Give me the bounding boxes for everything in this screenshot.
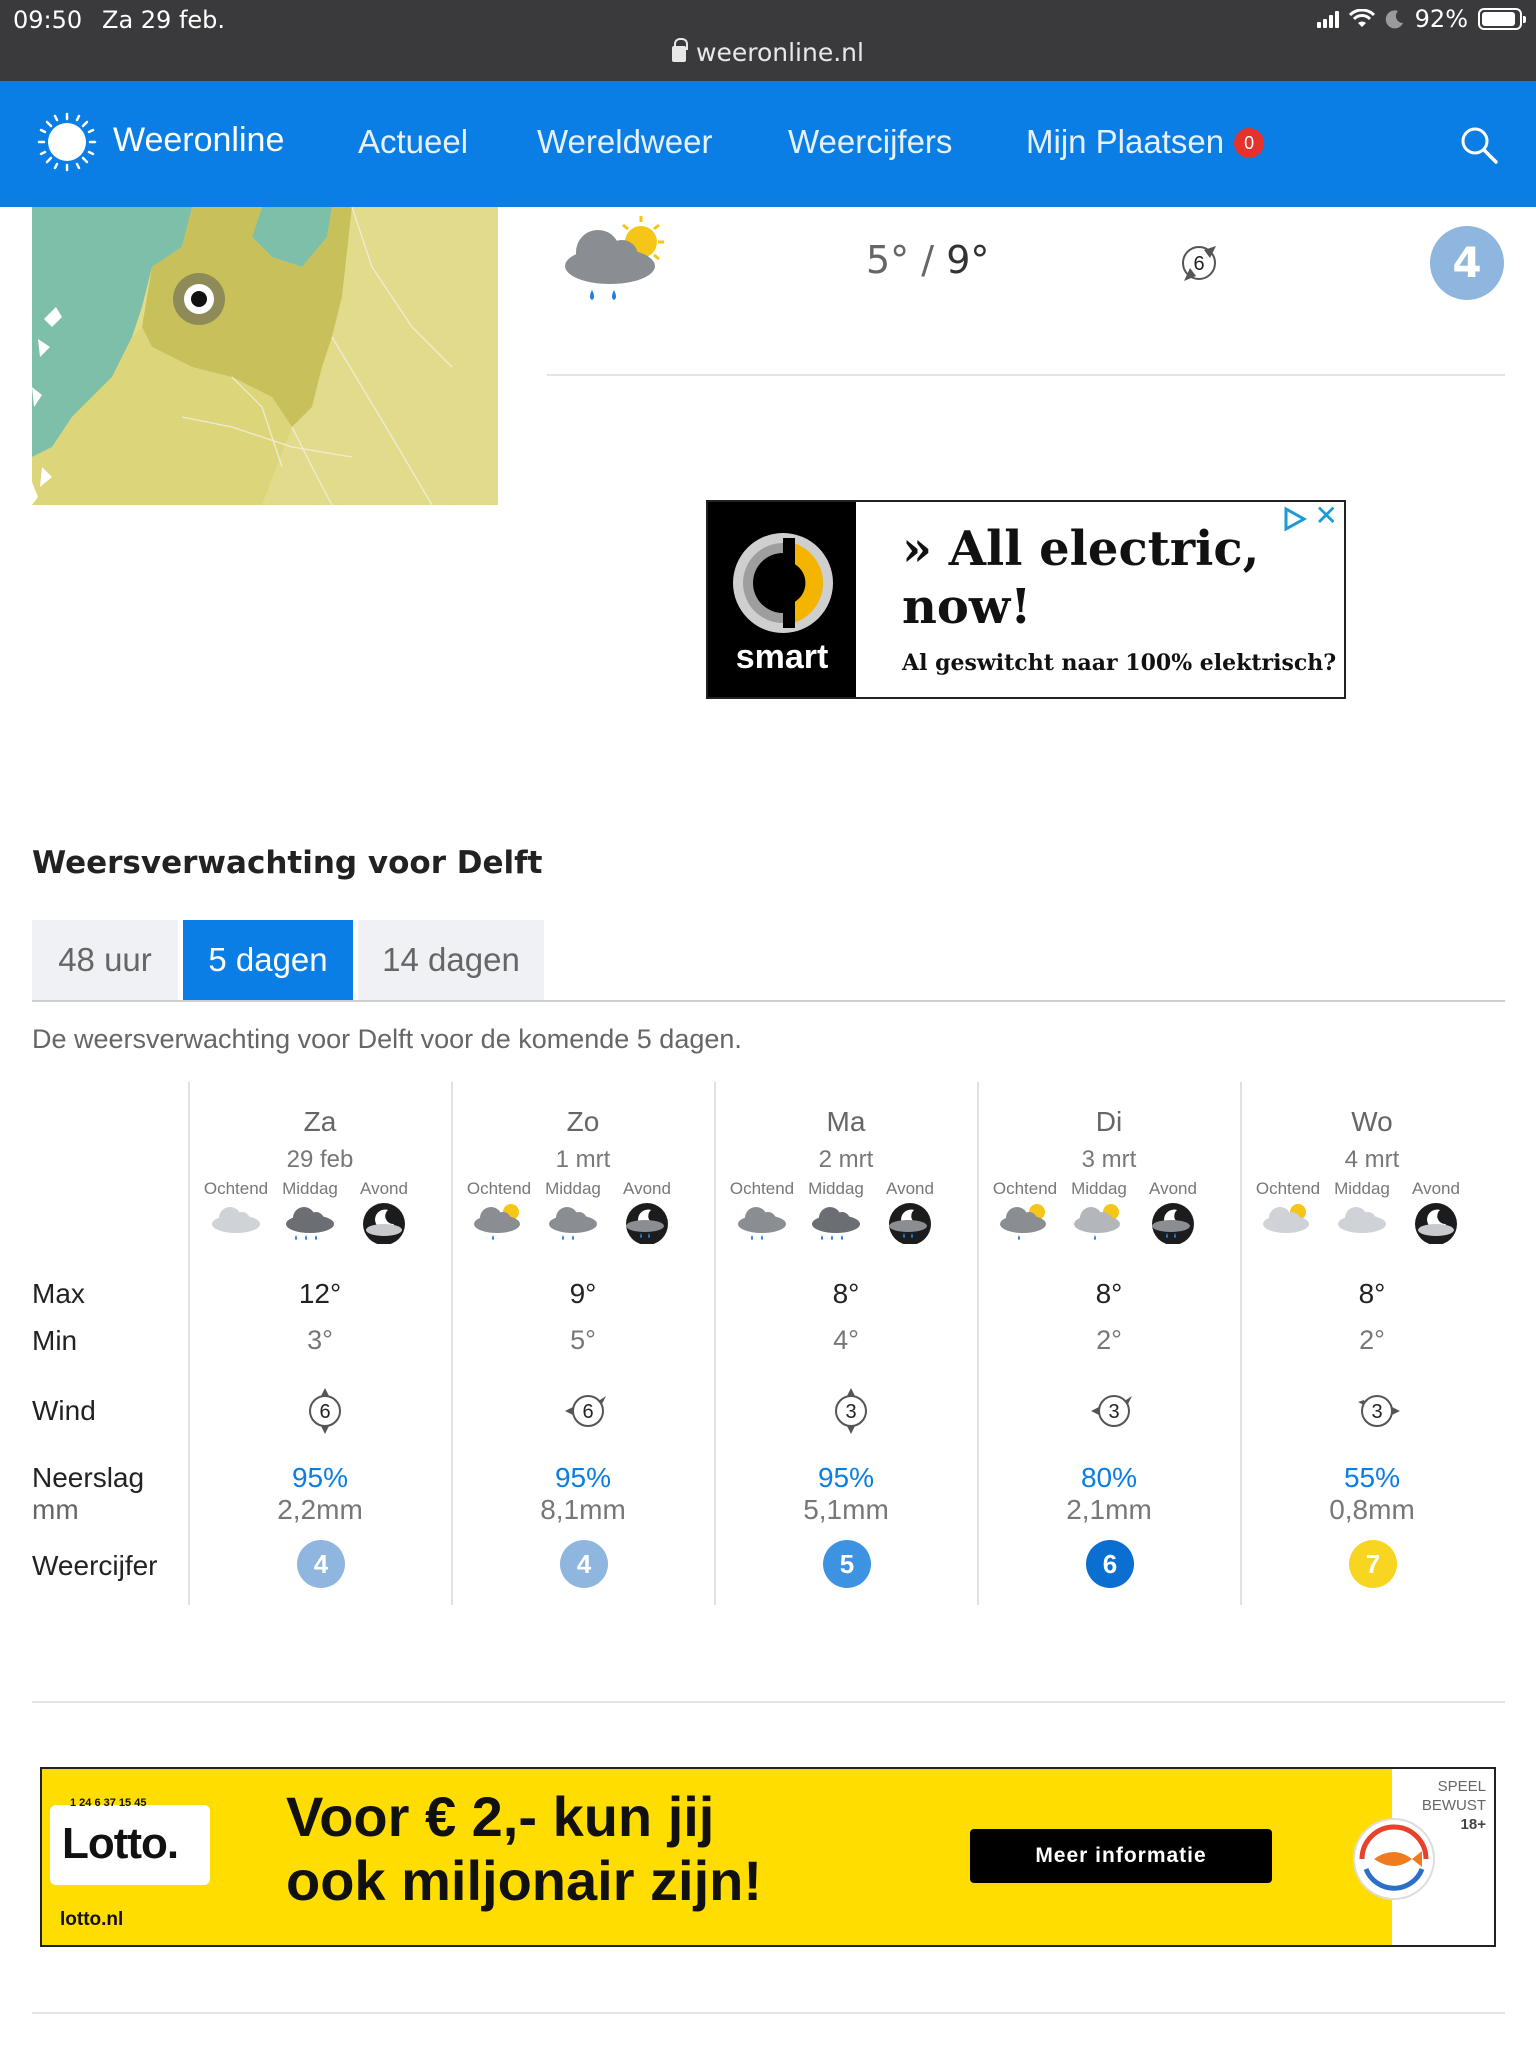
- wind-compass-icon: [824, 1384, 878, 1438]
- today-max: 9°: [946, 238, 990, 282]
- row-label-weercijfer: Weercijfer: [32, 1550, 158, 1581]
- search-icon[interactable]: [1459, 125, 1499, 165]
- meer-informatie-button[interactable]: Meer informatie: [970, 1829, 1272, 1883]
- weather-score-badge: 4: [297, 1540, 345, 1588]
- rain-sun-icon: [471, 1200, 527, 1244]
- weather-score-badge: 5: [823, 1540, 871, 1588]
- status-time: 09:50: [13, 6, 83, 34]
- day-part-label: Ochtend: [203, 1179, 269, 1198]
- precip-chance: 95%: [554, 1462, 612, 1493]
- rain-dark-icon: [808, 1200, 864, 1244]
- lock-icon: [672, 46, 686, 62]
- signal-icon: [1317, 10, 1339, 28]
- max-temp: 8°: [832, 1278, 860, 1309]
- top-navigation: [0, 81, 1536, 207]
- battery-percent: 92%: [1414, 5, 1468, 33]
- day-date: 1 mrt: [555, 1146, 611, 1173]
- day-date: 4 mrt: [1344, 1146, 1400, 1173]
- day-name: Ma: [826, 1106, 866, 1137]
- night-rain-icon: [1145, 1200, 1201, 1244]
- day-part-label: Avond: [360, 1179, 408, 1198]
- precip-amount: 2,1mm: [1066, 1494, 1152, 1525]
- today-min: 5°: [866, 238, 910, 282]
- notice-line-1: SPEEL: [1437, 1778, 1486, 1795]
- day-part-label: Avond: [1412, 1179, 1460, 1198]
- lotto-logo: Lotto.: [62, 1819, 179, 1868]
- wind-force: 6: [582, 1401, 594, 1423]
- wind-compass-icon: [561, 1384, 615, 1438]
- max-temp: 8°: [1358, 1278, 1386, 1309]
- temp-separator: /: [921, 238, 935, 282]
- day-part-label: Middag: [282, 1179, 338, 1198]
- rain-icon: [545, 1200, 601, 1244]
- rain-sun-icon: [997, 1200, 1053, 1244]
- status-date: Za 29 feb.: [102, 6, 226, 34]
- ad-close-icon[interactable]: ✕: [1314, 499, 1338, 532]
- forecast-day-column[interactable]: [1240, 1082, 1502, 1605]
- status-bar: [0, 0, 1536, 81]
- rain-icon: [734, 1200, 790, 1244]
- smart-wordmark: smart: [735, 638, 829, 676]
- lotto-site: lotto.nl: [60, 1909, 124, 1930]
- divider: [547, 374, 1505, 376]
- row-label-max: Max: [32, 1278, 85, 1309]
- lotto-advertisement[interactable]: [40, 1767, 1496, 1947]
- notice-line-3: 18+: [1460, 1816, 1486, 1833]
- adchoices-icon[interactable]: [1280, 506, 1308, 532]
- ad-headline: » All electric, now!: [902, 521, 1260, 635]
- today-score-badge: 4: [1430, 226, 1504, 300]
- tab-5-dagen[interactable]: 5 dagen: [183, 920, 353, 1000]
- map-graphic: [32, 207, 498, 505]
- tab-14-dagen[interactable]: 14 dagen: [358, 920, 544, 1000]
- min-temp: 2°: [1096, 1325, 1122, 1355]
- smart-logo-icon: [728, 528, 838, 638]
- max-temp: 12°: [298, 1278, 342, 1309]
- day-name: Za: [303, 1106, 337, 1137]
- day-part-label: Middag: [1071, 1179, 1127, 1198]
- nav-item-weercijfers[interactable]: Weercijfers: [788, 123, 953, 160]
- night-cloud-icon: [1408, 1200, 1464, 1244]
- wind-force: 3: [1108, 1401, 1120, 1423]
- row-label-neerslag: Neerslag: [32, 1462, 145, 1493]
- forecast-day-column[interactable]: [451, 1082, 713, 1605]
- precip-amount: 0,8mm: [1329, 1494, 1415, 1525]
- wind-force: 6: [319, 1401, 331, 1423]
- weather-map[interactable]: [32, 207, 498, 505]
- nav-item-label: Mijn Plaatsen: [1026, 123, 1225, 160]
- tabs-divider: [32, 1000, 1505, 1002]
- day-name: Wo: [1351, 1106, 1393, 1137]
- lotto-balls: 1 24 6 37 15 45: [70, 1797, 147, 1809]
- lotto-headline: [286, 1785, 762, 1913]
- divider: [32, 2012, 1505, 2014]
- precip-amount: 8,1mm: [540, 1494, 626, 1525]
- precip-amount: 2,2mm: [277, 1494, 363, 1525]
- weather-score-badge: 6: [1086, 1540, 1134, 1588]
- nav-item-mijn-plaatsen[interactable]: [1026, 123, 1264, 161]
- day-part-label: Ochtend: [729, 1179, 795, 1198]
- address-bar[interactable]: [0, 38, 1536, 67]
- forecast-day-column[interactable]: [714, 1082, 976, 1605]
- weeronline-logo-icon[interactable]: [36, 111, 98, 173]
- rain-cloud-sun-icon: [552, 210, 672, 310]
- max-temp: 9°: [569, 1278, 597, 1309]
- forecast-day-column[interactable]: [188, 1082, 450, 1605]
- today-temperature: [866, 238, 989, 282]
- day-part-label: Middag: [545, 1179, 601, 1198]
- status-right: [1317, 5, 1522, 33]
- min-temp: 4°: [833, 1325, 859, 1355]
- lotto-headline-line2: ook miljonair zijn!: [286, 1849, 763, 1912]
- forecast-day-column[interactable]: [977, 1082, 1239, 1605]
- battery-icon: [1478, 8, 1522, 30]
- notice-line-2: BEWUST: [1421, 1797, 1486, 1814]
- day-part-label: Ochtend: [466, 1179, 532, 1198]
- wind-compass-icon: [1087, 1384, 1141, 1438]
- min-temp: 2°: [1359, 1325, 1385, 1355]
- row-label-min: Min: [32, 1325, 78, 1356]
- smart-logo-panel: [708, 502, 856, 697]
- precip-amount: 5,1mm: [803, 1494, 889, 1525]
- weather-score-badge: 7: [1349, 1540, 1397, 1588]
- fish-emblem-icon: [1352, 1817, 1436, 1901]
- cloud-sun-icon: [1260, 1200, 1316, 1244]
- day-part-label: Avond: [623, 1179, 671, 1198]
- notification-badge: 0: [1234, 128, 1264, 158]
- rain-sun-light-icon: [1071, 1200, 1127, 1244]
- day-part-label: Ochtend: [992, 1179, 1058, 1198]
- cloud-icon: [208, 1200, 264, 1244]
- day-date: 3 mrt: [1081, 1146, 1137, 1173]
- precip-chance: 95%: [817, 1462, 875, 1493]
- day-part-label: Avond: [1149, 1179, 1197, 1198]
- lotto-headline-line1: Voor € 2,- kun jij: [286, 1785, 715, 1848]
- night-cloud-icon: [356, 1200, 412, 1244]
- wind-force: 3: [1371, 1401, 1383, 1423]
- cloud-icon: [1334, 1200, 1390, 1244]
- url-text: weeronline.nl: [696, 38, 864, 67]
- day-part-label: Ochtend: [1255, 1179, 1321, 1198]
- row-label-mm: mm: [32, 1494, 79, 1525]
- precip-chance: 55%: [1343, 1462, 1401, 1493]
- precip-chance: 80%: [1080, 1462, 1138, 1493]
- max-temp: 8°: [1095, 1278, 1123, 1309]
- day-date: 2 mrt: [818, 1146, 874, 1173]
- day-part-label: Middag: [808, 1179, 864, 1198]
- day-part-label: Middag: [1334, 1179, 1390, 1198]
- min-temp: 3°: [307, 1325, 333, 1355]
- day-date: 29 feb: [286, 1146, 354, 1173]
- wind-compass-icon: [1172, 236, 1226, 290]
- ad-subline: Al geswitcht naar 100% elektrisch?: [902, 650, 1337, 676]
- nav-item-actueel[interactable]: Actueel: [358, 123, 469, 160]
- smart-advertisement[interactable]: [706, 500, 1346, 699]
- tab-48-uur[interactable]: 48 uur: [32, 920, 178, 1000]
- min-temp: 5°: [570, 1325, 596, 1355]
- wifi-icon: [1349, 9, 1375, 29]
- divider: [32, 1701, 1505, 1703]
- night-rain-icon: [619, 1200, 675, 1244]
- day-part-label: Avond: [886, 1179, 934, 1198]
- night-rain-icon: [882, 1200, 938, 1244]
- day-name: Zo: [566, 1106, 600, 1137]
- rain-dark-icon: [282, 1200, 338, 1244]
- nav-item-wereldweer[interactable]: Wereldweer: [537, 123, 713, 160]
- wind-compass-icon: [298, 1384, 352, 1438]
- moon-icon: [1385, 9, 1405, 29]
- precip-chance: 95%: [291, 1462, 349, 1493]
- forecast-title: Weersverwachting voor Delft: [32, 845, 543, 881]
- row-label-wind: Wind: [32, 1395, 96, 1426]
- column-end: [1502, 1082, 1504, 1605]
- wind-compass-icon: [1350, 1384, 1404, 1438]
- brand-name[interactable]: Weeronline: [113, 121, 285, 159]
- forecast-intro: De weersverwachting voor Delft voor de komende 5 dagen.: [32, 1024, 742, 1054]
- wind-force: 3: [845, 1401, 857, 1423]
- today-wind-value: 6: [1193, 253, 1205, 275]
- weather-score-badge: 4: [560, 1540, 608, 1588]
- day-name: Di: [1095, 1106, 1123, 1137]
